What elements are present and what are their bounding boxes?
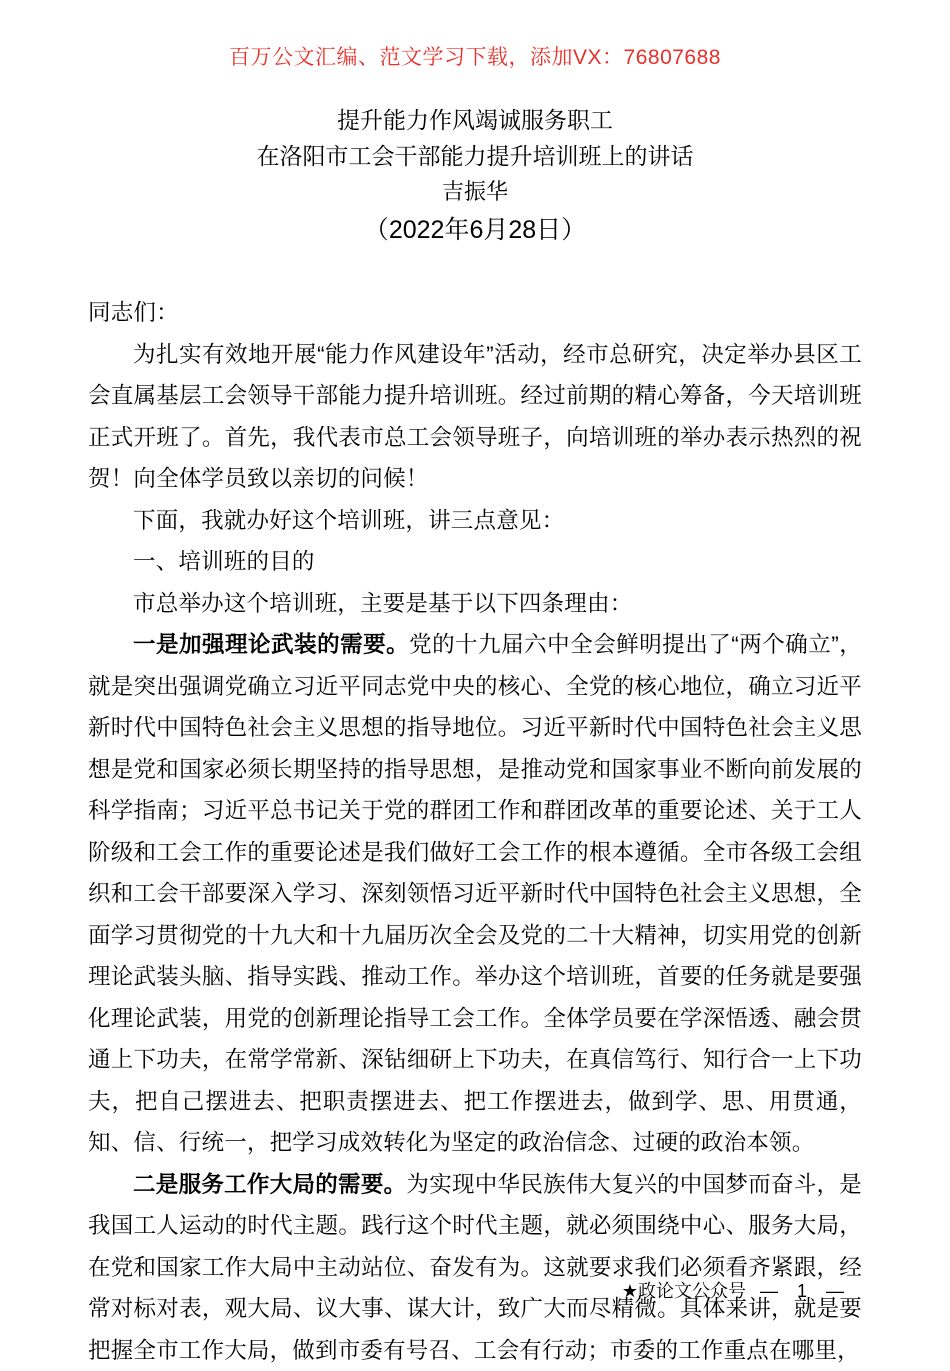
- paragraph-reasons-intro: [88, 583, 862, 625]
- paragraph-text: 为实现中华民族伟大复兴的中国梦而奋斗，是我国工人运动的时代主题。践行这个时代主题，就必须围绕中心、服务大局，在党和国家工作大局中主动站位、奋发有为。这就要求我们必须看齐紧跟，经常对标对表，观大局、议大事、谋大计，致广大而尽精微。具体来讲，就是要把握全市工作大局，做到市委有号召、工会有行动；市委的工作重点在哪里，: [88, 1172, 862, 1363]
- watermark-notice: 百万公文汇编、范文学习下载，添加VX：76807688: [0, 0, 950, 72]
- footer-brand: ★政论文公众号: [622, 1281, 746, 1301]
- author-name: 吉振华: [0, 174, 950, 210]
- paragraph-text: 党的十九届六中全会鲜明提出了“两个确立”，就是突出强调党确立习近平同志党中央的核心、全党的核心地位，确立习近平新时代中国特色社会主义思想的指导地位。习近平新时代中国特色社会主义思想是党和国家必须长期坚持的指导思想，是推动党和国家事业不断向前发展的科学指南；习近平总书记关于党的群团工作和群团改革的重要论述、关于工人阶级和工会工作的重要论述是我们做好工会工作的根本遵循。全市各级工会组织和工会干部要深入学习、深刻领悟习近平新时代中国特色社会主义思想，全面学习贯彻党的十九大和十九届历次全会及党的二十大精神，切实用党的创新理论武装头脑、指导实践、推动工作。举办这个培训班，首要的任务就是要强化理论武装，用党的创新理论指导工会工作。全体学员要在学深悟透、融会贯通上下功夫，在常学常新、深钻细研上下功夫，在真信笃行、知行合一上下功夫，把自己摆进去、把职责摆进去、把工作摆进去，做到学、思、用贯通，知、信、行统一，把学习成效转化为坚定的政治信念、过硬的政治本领。: [88, 632, 862, 1155]
- paragraph-text: 为扎实有效地开展“能力作风建设年”活动，经市总研究，决定举办县区工会直属基层工会领导干部能力提升培训班。经过前期的精心筹备，今天培训班正式开班了。首先，我代表市总工会领导班子，向培训班的举办表示热烈的祝贺！向全体学员致以亲切的问候！: [88, 342, 862, 492]
- paragraph-transition: [88, 500, 862, 542]
- paragraph-text: 下面，我就办好这个培训班，讲三点意见：: [133, 508, 564, 533]
- paragraph-reason-1: [88, 624, 862, 1164]
- paragraph-lead: 二是服务工作大局的需要。: [133, 1172, 406, 1197]
- salutation: 同志们：: [88, 292, 862, 334]
- paragraph-lead: 一是加强理论武装的需要。: [133, 632, 409, 657]
- paragraph-text: 市总举办这个培训班，主要是基于以下四条理由：: [133, 591, 632, 616]
- page-number: — 1 —: [760, 1281, 844, 1301]
- paragraph-reason-2: [88, 1164, 862, 1371]
- paragraph-text: 一、培训班的目的: [133, 549, 315, 574]
- document-date: （2022年6月28日）: [0, 210, 950, 250]
- paragraph-opening: [88, 334, 862, 500]
- page-footer: [622, 1278, 844, 1304]
- document-subtitle: 在洛阳市工会干部能力提升培训班上的讲话: [0, 138, 950, 174]
- title-block: [0, 102, 950, 250]
- document-body: [88, 292, 862, 1371]
- document-title: 提升能力作风竭诚服务职工: [0, 102, 950, 138]
- section-heading-1: [88, 541, 862, 583]
